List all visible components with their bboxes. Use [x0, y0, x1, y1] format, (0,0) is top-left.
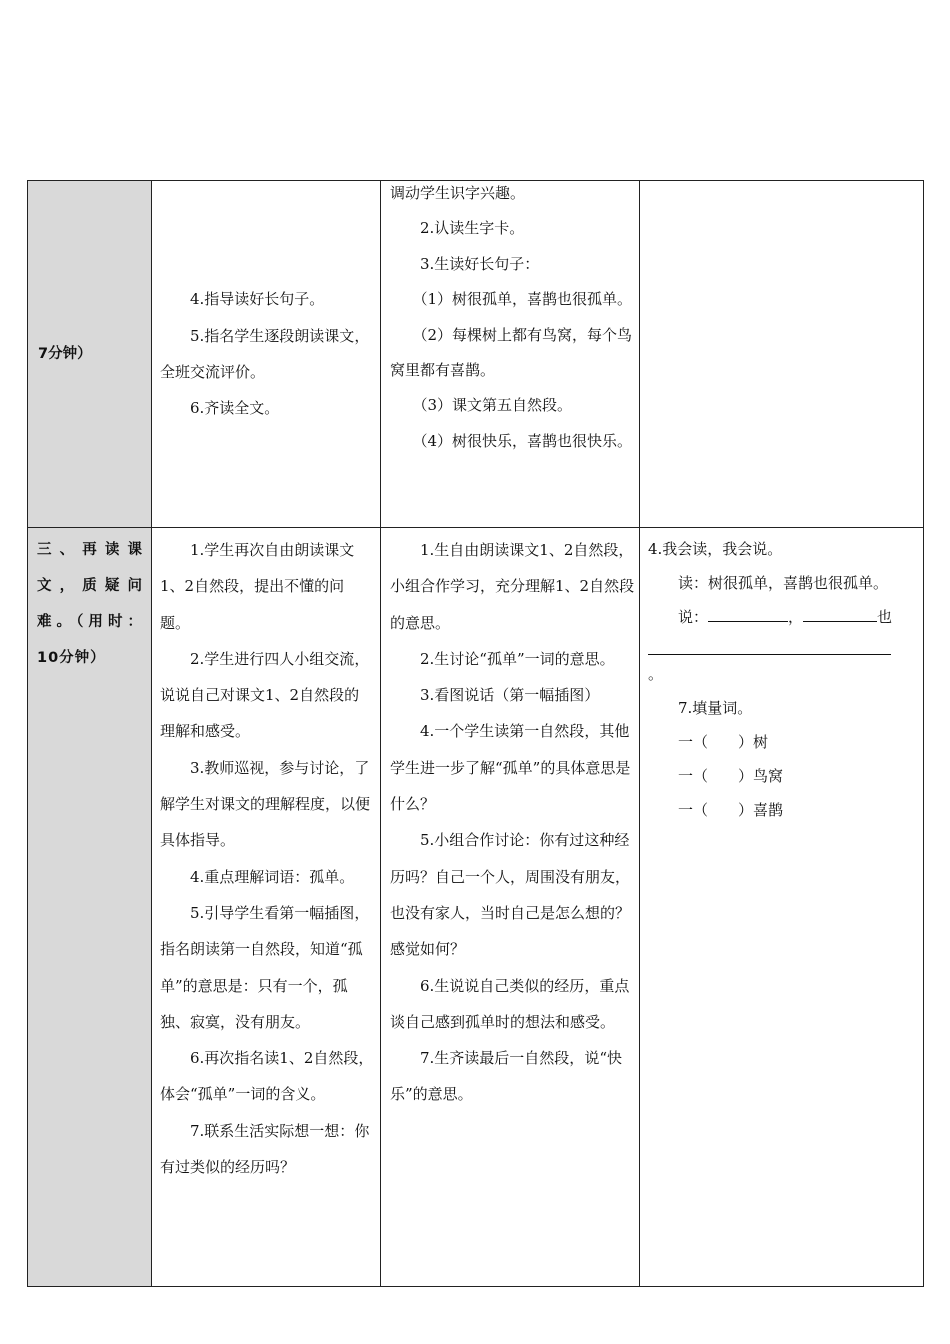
notes-text [640, 181, 923, 185]
teacher-step: 2.学生进行四人小组交流，说说自己对课文1、2自然段的理解和感受。 [160, 649, 370, 741]
say-comma: ， [788, 608, 804, 626]
say-period: 。 [648, 665, 664, 683]
student-step: 7.生齐读最后一自然段，说“快乐”的意思。 [390, 1049, 622, 1104]
read-line: 读：树很孤单，喜鹊也很孤单。 [678, 574, 889, 592]
fill-blank [803, 605, 877, 622]
fill-item: 一（ ）鸟窝 [678, 767, 784, 785]
teacher-step: 3.教师巡视，参与讨论，了解学生对课文的理解程度，以便具体指导。 [160, 758, 371, 850]
teacher-step: 7.联系生活实际想一想：你有过类似的经历吗？ [160, 1121, 370, 1177]
teacher-activity-cell [152, 181, 381, 528]
student-step: 6.生说说自己类似的经历，重点谈自己感到孤单时的想法和感受。 [390, 976, 630, 1031]
stage-label: 7分钟） [38, 346, 92, 362]
student-step: 2.生讨论“孤单”一词的意思。 [420, 649, 615, 668]
student-activity-cell [381, 181, 640, 528]
student-activity-cell [381, 528, 640, 1287]
stage-cell [28, 181, 152, 528]
stage-label: 三、再读课文，质疑问难。（用时：10分钟） [37, 542, 143, 666]
teacher-step: 5.引导学生看第一幅插图，指名朗读第一自然段，知道“孤单”的意思是：只有一个，孤独、寂寞，没有朋友。 [160, 903, 370, 1031]
student-step: 3.看图说话（第一幅插图） [420, 686, 600, 705]
exercise-title: 4.我会读，我会说。 [648, 540, 783, 558]
fill-item: 一（ ）树 [678, 733, 769, 751]
student-step: 4.一个学生读第一自然段，其他学生进一步了解“孤单”的具体意思是什么？ [390, 722, 631, 814]
lesson-plan-table [27, 180, 924, 1287]
notes-cell [640, 181, 924, 528]
fill-blank-line [648, 636, 891, 655]
student-step: 调动学生识字兴趣。 [390, 184, 526, 202]
teacher-step: 6.齐读全文。 [190, 399, 280, 418]
teacher-activity-cell [152, 528, 381, 1287]
student-step: 3.生读好长句子： [420, 254, 540, 273]
teacher-step: 4.指导读好长句子。 [190, 290, 325, 309]
table-row [28, 181, 924, 528]
table-row [28, 528, 924, 1287]
fill-title: 7.填量词。 [678, 699, 753, 717]
say-line [648, 600, 917, 634]
fill-item: 一（ ）喜鹊 [678, 801, 784, 819]
say-ye: 也 [877, 608, 893, 626]
student-step: 1.生自由朗读课文1、2自然段，小组合作学习，充分理解1、2自然段的意思。 [390, 541, 635, 632]
fill-blank [708, 605, 788, 622]
exercise-cell [640, 528, 924, 1287]
student-step: （1）树很孤单，喜鹊也很孤单。 [412, 290, 633, 309]
say-prefix: 说： [678, 608, 709, 626]
stage-cell [28, 528, 152, 1287]
teacher-step: 4.重点理解词语：孤单。 [190, 867, 355, 886]
student-step: 2.认读生字卡。 [420, 219, 525, 238]
teacher-step: 1.学生再次自由朗读课文1、2自然段，提出不懂的问题。 [160, 541, 355, 632]
student-step: （4）树很快乐，喜鹊也很快乐。 [412, 431, 633, 450]
teacher-step: 5.指名学生逐段朗读课文，全班交流评价。 [160, 326, 370, 381]
teacher-step: 6.再次指名读1、2自然段，体会“孤单”一词的含义。 [160, 1049, 374, 1104]
student-step: 5.小组合作讨论：你有过这种经历吗？自己一个人，周围没有朋友，也没有家人，当时自己是怎么想的？感觉如何？ [390, 831, 631, 959]
student-step: （2）每棵树上都有鸟窝，每个鸟窝里都有喜鹊。 [390, 325, 633, 380]
student-step: （3）课文第五自然段。 [412, 396, 573, 415]
